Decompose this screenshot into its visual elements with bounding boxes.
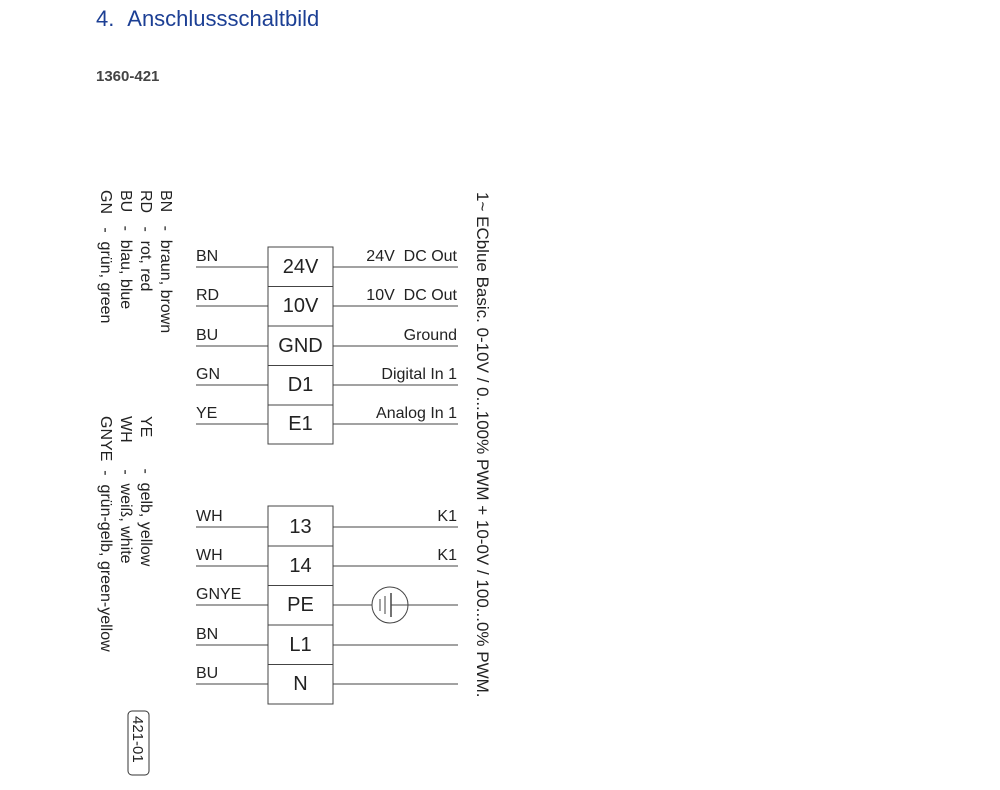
section-number: 4. bbox=[96, 6, 115, 31]
terminal-block-1 bbox=[196, 247, 458, 444]
wire-label: GNYE bbox=[196, 586, 242, 603]
document-number: 1360-421 bbox=[96, 68, 160, 85]
legend-column-1 bbox=[97, 190, 174, 333]
function-label: 24V DC Out bbox=[366, 248, 457, 265]
legend-column-2 bbox=[97, 416, 154, 652]
wire-label: BU bbox=[196, 665, 219, 682]
terminal-label: 10V bbox=[282, 295, 319, 317]
terminal-label: D1 bbox=[287, 374, 314, 396]
terminal-label: 24V bbox=[282, 256, 319, 278]
terminal-label: E1 bbox=[288, 413, 313, 435]
function-label: K1 bbox=[437, 547, 457, 564]
terminal-block-2 bbox=[196, 506, 458, 704]
earth-ground-icon bbox=[372, 587, 408, 623]
legend-entry: GN - grün, green bbox=[97, 190, 114, 324]
legend-entry: BU - blau, blue bbox=[117, 190, 134, 310]
diagram-code-badge bbox=[128, 711, 149, 775]
function-label: 10V DC Out bbox=[366, 287, 457, 304]
terminal-label: N bbox=[293, 673, 308, 695]
function-label: Digital In 1 bbox=[381, 366, 457, 383]
legend-entry: GNYE - grün-gelb, green-yellow bbox=[97, 416, 114, 652]
legend-entry: RD - rot, red bbox=[137, 190, 154, 292]
legend-entry: WH - weiß, white bbox=[117, 416, 134, 564]
terminal-label: GND bbox=[278, 335, 323, 357]
wire-label: YE bbox=[196, 405, 218, 422]
function-label: Ground bbox=[403, 327, 457, 344]
terminal-label: 13 bbox=[289, 516, 312, 538]
terminal-label: 14 bbox=[289, 555, 312, 577]
wire-label: RD bbox=[196, 287, 220, 304]
section-title: Anschlussschaltbild bbox=[127, 6, 320, 31]
function-label: K1 bbox=[437, 508, 457, 525]
wire-label: GN bbox=[196, 366, 220, 383]
diagram-title: 1~ ECblue Basic. 0-10V / 0...100% PWM + 10-0V / 100...0% PWM. bbox=[473, 192, 492, 698]
legend-entry: YE - gelb, yellow bbox=[137, 416, 154, 567]
legend-entry: BN - braun, brown bbox=[157, 190, 174, 334]
wire-label: WH bbox=[196, 547, 223, 564]
diagram-code: 421-01 bbox=[129, 716, 146, 763]
wire-label: BN bbox=[196, 248, 219, 265]
terminal-label: L1 bbox=[289, 634, 312, 656]
terminal-label: PE bbox=[287, 594, 314, 616]
wire-label: WH bbox=[196, 508, 223, 525]
function-label: Analog In 1 bbox=[376, 405, 457, 422]
wire-label: BU bbox=[196, 327, 219, 344]
wire-label: BN bbox=[196, 626, 219, 643]
